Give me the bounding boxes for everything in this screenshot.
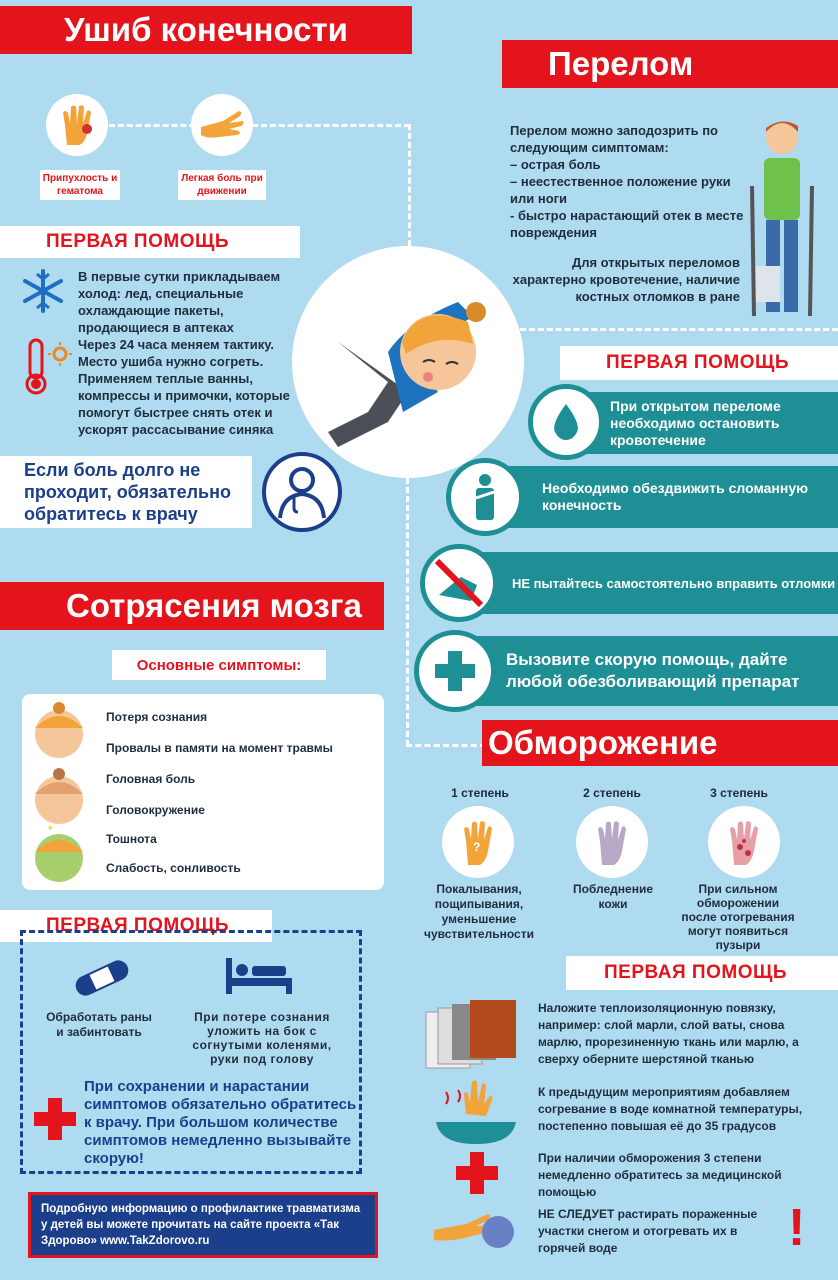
doctor-icon: [276, 464, 328, 520]
bruise-first-aid-bar: [0, 226, 300, 258]
warm-water-icon: [430, 1074, 522, 1146]
fracture-first-aid-title: ПЕРВАЯ ПОМОЩЬ: [606, 352, 789, 373]
falling-child-circle: [292, 246, 524, 478]
degree-3-circle: [708, 806, 780, 878]
frostbite-first-aid-title: ПЕРВАЯ ПОМОЩЬ: [604, 962, 787, 983]
bruise-title: Ушиб конечности: [64, 11, 348, 48]
frostbite-aid-4: НЕ СЛЕДУЕТ растирать пораженные участки снегом и отогревать их в горячей воде: [538, 1207, 758, 1255]
symptom-item: Слабость, сонливость: [106, 861, 241, 875]
blood-drop-icon: [551, 402, 581, 442]
degree-3-label: 3 степень: [710, 786, 768, 800]
bruise-title-band: [0, 6, 412, 54]
crutches-boy-illustration: [738, 116, 826, 322]
degree-3: [684, 786, 794, 800]
fracture-step-4: [444, 636, 838, 706]
symptom-item: Головокружение: [106, 803, 205, 817]
degree-1-label: 1 степень: [451, 786, 509, 800]
fracture-step-3-text: НЕ пытайтесь самостоятельно вправить отломки: [512, 575, 836, 591]
no-reset-bone-icon: [431, 555, 487, 611]
fracture-title: Перелом: [548, 45, 694, 82]
symptom-item: Тошнота: [106, 832, 157, 846]
sling-circle: [446, 458, 524, 536]
symptom-swelling-label: Припухлость и гематома: [42, 173, 118, 197]
aid-position-text: При потере сознания уложить на бок с согнутыми коленями, руки под голову: [192, 1010, 332, 1066]
bed-icon: [224, 956, 294, 996]
frostbite-title: Обморожение: [488, 724, 718, 761]
fracture-step-3: [450, 552, 838, 614]
warm-text: Через 24 часа меняем тактику. Место ушиба нужно согреть. Применяем теплые ванны, компрессы и примочки, которые помогут быстрее снять отек и ускорят рассасывание синяка: [78, 337, 290, 437]
medical-cross-icon: [433, 649, 477, 693]
thermometer-icon: [20, 336, 76, 396]
frostbite-aid-2: К предыдущим мероприятиям добавляем согревание в воде комнатной температуры, постепенно повышая её до 35 градусов: [538, 1085, 803, 1133]
child-faces-illustration: [28, 700, 90, 886]
medical-cross-circle: [414, 630, 496, 712]
doctor-circle: [262, 452, 342, 532]
no-splint-circle: [420, 544, 498, 622]
fracture-open-text: Для открытых переломов характерно кровотечение, наличие костных отломков в ране: [512, 255, 740, 304]
concussion-warning: При сохранении и нарастании симптомов обязательно обратитесь к врачу. При большом количестве симптомов немедленно вызывайте скорую!: [84, 1078, 357, 1167]
degree-2-label: 2 степень: [583, 786, 641, 800]
bandage-icon: [70, 958, 134, 998]
fracture-step-1-text: При открытом переломе необходимо остановить кровотечение: [610, 397, 781, 448]
symptom-pain-label: Легкая боль при движении: [181, 173, 263, 197]
frostbite-title-band: [482, 720, 838, 766]
swollen-hand-circle: [46, 94, 108, 156]
symptoms-title: Основные симптомы:: [136, 656, 302, 674]
degree-1: [420, 786, 540, 800]
degree-3-desc: При сильном обморожении после отогревания могут появиться пузыри: [681, 882, 795, 952]
blistered-hand-icon: [724, 817, 764, 867]
fracture-dash-bottom: [406, 744, 486, 747]
degree-1-circle: [442, 806, 514, 878]
concussion-first-aid-title: ПЕРВАЯ ПОМОЩЬ: [46, 915, 229, 936]
pain-hand-circle: [191, 94, 253, 156]
red-cross-icon: [34, 1098, 76, 1140]
aid-bandage-text: Обработать раны и забинтовать: [46, 1010, 152, 1039]
symptoms-list: [106, 710, 333, 890]
fracture-dash-vertical: [406, 478, 409, 746]
fracture-first-aid-bar: [560, 346, 838, 380]
fracture-dash-line: [520, 328, 838, 331]
symptom-item: Провалы в памяти на момент травмы: [106, 741, 333, 755]
svg-text:?: ?: [473, 840, 481, 854]
fracture-step-4-text: Вызовите скорую помощь, дайте любой обезболивающий препарат: [506, 650, 800, 691]
rubbing-hands-icon: [432, 1204, 522, 1254]
fracture-step-2-text: Необходимо обездвижить сломанную конечность: [542, 480, 809, 513]
pain-hand-icon: [199, 107, 245, 143]
bruise-dash-line: [100, 124, 410, 127]
info-text: Подробную информацию о профилактике травматизма у детей вы можете прочитать на сайте проекта «Так Здорово» www.TakZdorovo.ru: [41, 1203, 361, 1247]
fracture-title-band: [502, 40, 838, 88]
degree-2-circle: [576, 806, 648, 878]
snowflake-icon: [20, 268, 66, 314]
symptom-swelling: [40, 170, 120, 200]
cold-text: В первые сутки прикладываем холод: лед, специальные охлаждающие пакеты, продающиеся в аптеках: [78, 269, 281, 335]
degree-1-desc: Покалывания, пощипывания, уменьшение чувствительности: [424, 882, 534, 941]
bandage-layers-icon: [424, 998, 520, 1070]
frostbite-aid-3: При наличии обморожения 3 степени немедленно обратитесь за медицинской помощью: [538, 1151, 782, 1199]
pale-hand-icon: [592, 817, 632, 867]
arm-sling-icon: [468, 472, 502, 522]
symptom-item: Потеря сознания: [106, 710, 208, 724]
concussion-title-band: [0, 582, 384, 630]
symptom-pain: [178, 170, 266, 200]
bruise-dash-vertical: [408, 124, 411, 264]
blood-drop-circle: [528, 384, 604, 460]
symptom-item: Головная боль: [106, 772, 196, 786]
svg-text:*: *: [48, 823, 53, 837]
doctor-banner: [0, 456, 252, 528]
exclamation-icon: !: [788, 1199, 806, 1257]
degree-2: [552, 786, 672, 800]
frostbite-aid-1: Наложите теплоизоляционную повязку, например: слой марли, слой ваты, снова марлю, прорезиненную ткань или марлю, а сверху оберните шерстяной тканью: [538, 1001, 799, 1066]
concussion-title: Сотрясения мозга: [66, 587, 362, 624]
info-box: [28, 1192, 378, 1258]
medical-red-cross-icon: [456, 1152, 498, 1194]
falling-child-illustration: [308, 262, 508, 462]
fracture-step-2: [476, 466, 838, 528]
bruise-first-aid-title: ПЕРВАЯ ПОМОЩЬ: [46, 231, 229, 252]
fracture-symptoms-text: Перелом можно заподозрить по следующим симптомам: – острая боль – неестественное положение руки или ноги - быстро нарастающий отек в месте повреждения: [510, 123, 744, 240]
swollen-hand-icon: [57, 103, 97, 147]
frostbite-first-aid-bar: [566, 956, 838, 990]
doctor-text: Если боль долго не проходит, обязательно обратитесь к врачу: [24, 460, 231, 524]
tingling-hand-icon: [458, 817, 498, 867]
degree-2-desc: Побледнение кожи: [572, 882, 654, 911]
symptoms-title-box: [112, 650, 326, 680]
